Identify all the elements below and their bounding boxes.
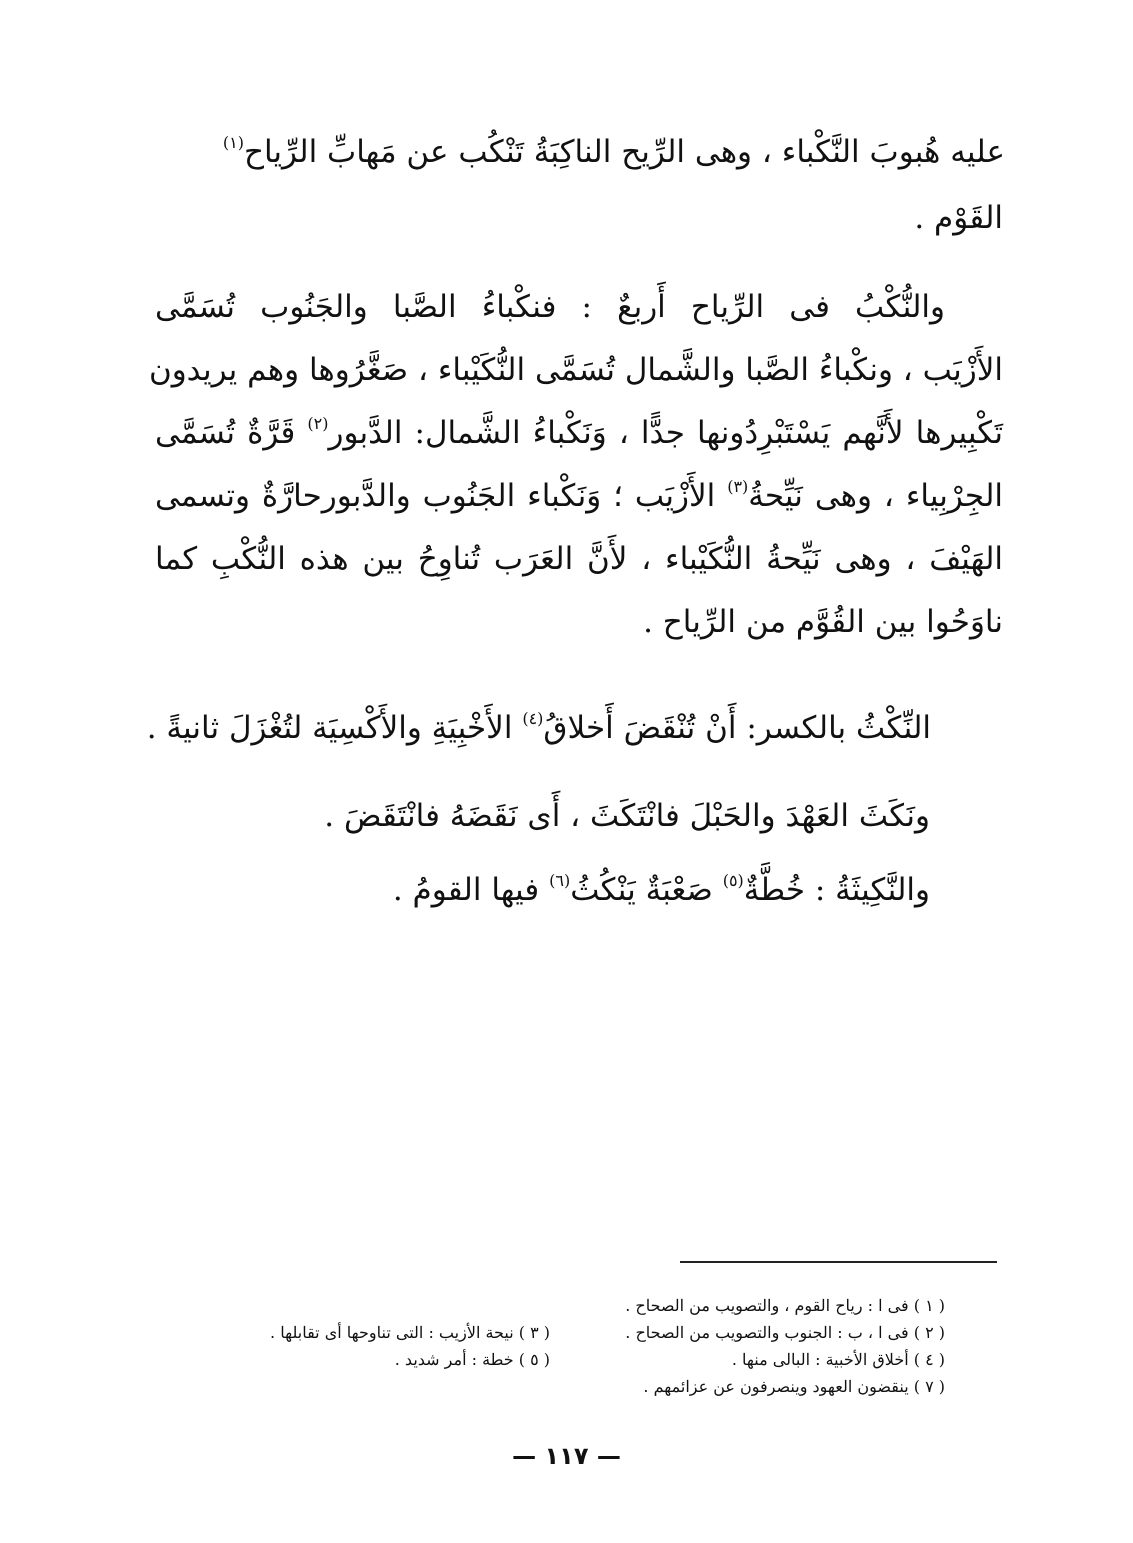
entry-nikth: النِّكْثُ بالكسر: أَنْ تُنْقَضَ أَخلاقُ$^{(٤)}$ الأَخْبِيَةِ والأَكْسِيَة لتُغْزَلَ ثانيةً . <box>146 709 931 746</box>
footnote-ref-3: (٣) <box>727 477 749 496</box>
paragraph-2-line-3: تَكْبِيرها لأَنَّهم يَسْتَبْرِدُونها جدًّا ، وَنَكْباءُ الشَّمال: الدَّبور$^{(٢)}$ قَرَّةٌ تُسَمَّى <box>155 414 1004 451</box>
footnotes <box>155 1292 945 1400</box>
paragraph-2-line-1: والنُّكْبُ فى الرِّياح أَربعٌ : فنكْباءُ الصَّبا والجَنُوب تُسَمَّى <box>155 289 945 325</box>
footnote-7: ( ٧ ) ينقضون العهود وينصرفون عن عزائمهم . <box>643 1377 945 1396</box>
entry-nakatha: ونَكَثَ العَهْدَ والحَبْلَ فانْتَكَثَ ، أَى نَقَضَهُ فانْتَقَضَ . <box>324 798 930 834</box>
footnote-ref-4: (٤) <box>522 709 544 728</box>
paragraph-1-line-1: عليه هُبوبَ النَّكْباء ، وهى الرِّيح الناكِبَةُ تَنْكُب عن مَهابِّ الرِّياح$^{(١)}$ <box>222 133 1005 170</box>
paragraph-2-line-2: الأَزْيَب ، ونكْباءُ الصَّبا والشَّمال تُسَمَّى النُّكَيْباء ، صَغَّرُوها وهم يريدون <box>148 352 1003 388</box>
footnote-ref-5: (٥) <box>722 871 744 890</box>
page-number: — ١١٧ — <box>512 1442 621 1470</box>
paragraph-2 <box>148 276 1004 654</box>
footnote-5: ( ٥ ) خطة : أمر شديد . <box>394 1350 550 1369</box>
footnote-ref-2: (٢) <box>307 414 329 433</box>
paragraph-2-line-6: ناوَحُوا بين القُوَّم من الرِّياح . <box>643 604 1003 640</box>
footnote-4: ( ٤ ) أخلاق الأخبية : البالى منها . <box>731 1350 945 1369</box>
paragraph-1-line-2: القَوْم . <box>914 200 1003 236</box>
entry-nakitha: والنَّكِيثَةُ : خُطَّةٌ$^{(٥)}$ صَعْبَةٌ يَنْكُثُ$^{(٦)}$ فيها القومُ . <box>392 871 930 908</box>
paragraph-2-line-4: الجِرْبِياء ، وهى نَيِّحةُ$^{(٣)}$ الأَزْيَب ؛ وَنَكْباء الجَنُوب والدَّبورحارَّةٌ وتسمى <box>155 477 1003 514</box>
footnote-divider <box>680 1261 997 1263</box>
footnote-3: ( ٣ ) نيحة الأزيب : التى تناوحها أى تقابلها . <box>270 1323 550 1342</box>
footnote-ref-6: (٦) <box>549 871 571 890</box>
footnote-1: ( ١ ) فى ا : رياح القوم ، والتصويب من الصحاح . <box>625 1296 945 1315</box>
paragraph-2-line-5: الهَيْفَ ، وهى نَيِّحةُ النُّكَيْباء ، لأَنَّ العَرَب تُناوِحُ بين هذه النُّكْبِ كما <box>155 541 1003 577</box>
footnote-2: ( ٢ ) فى ا ، ب : الجنوب والتصويب من الصحاح . <box>625 1323 945 1342</box>
footnote-ref-1: (١) <box>222 133 244 152</box>
